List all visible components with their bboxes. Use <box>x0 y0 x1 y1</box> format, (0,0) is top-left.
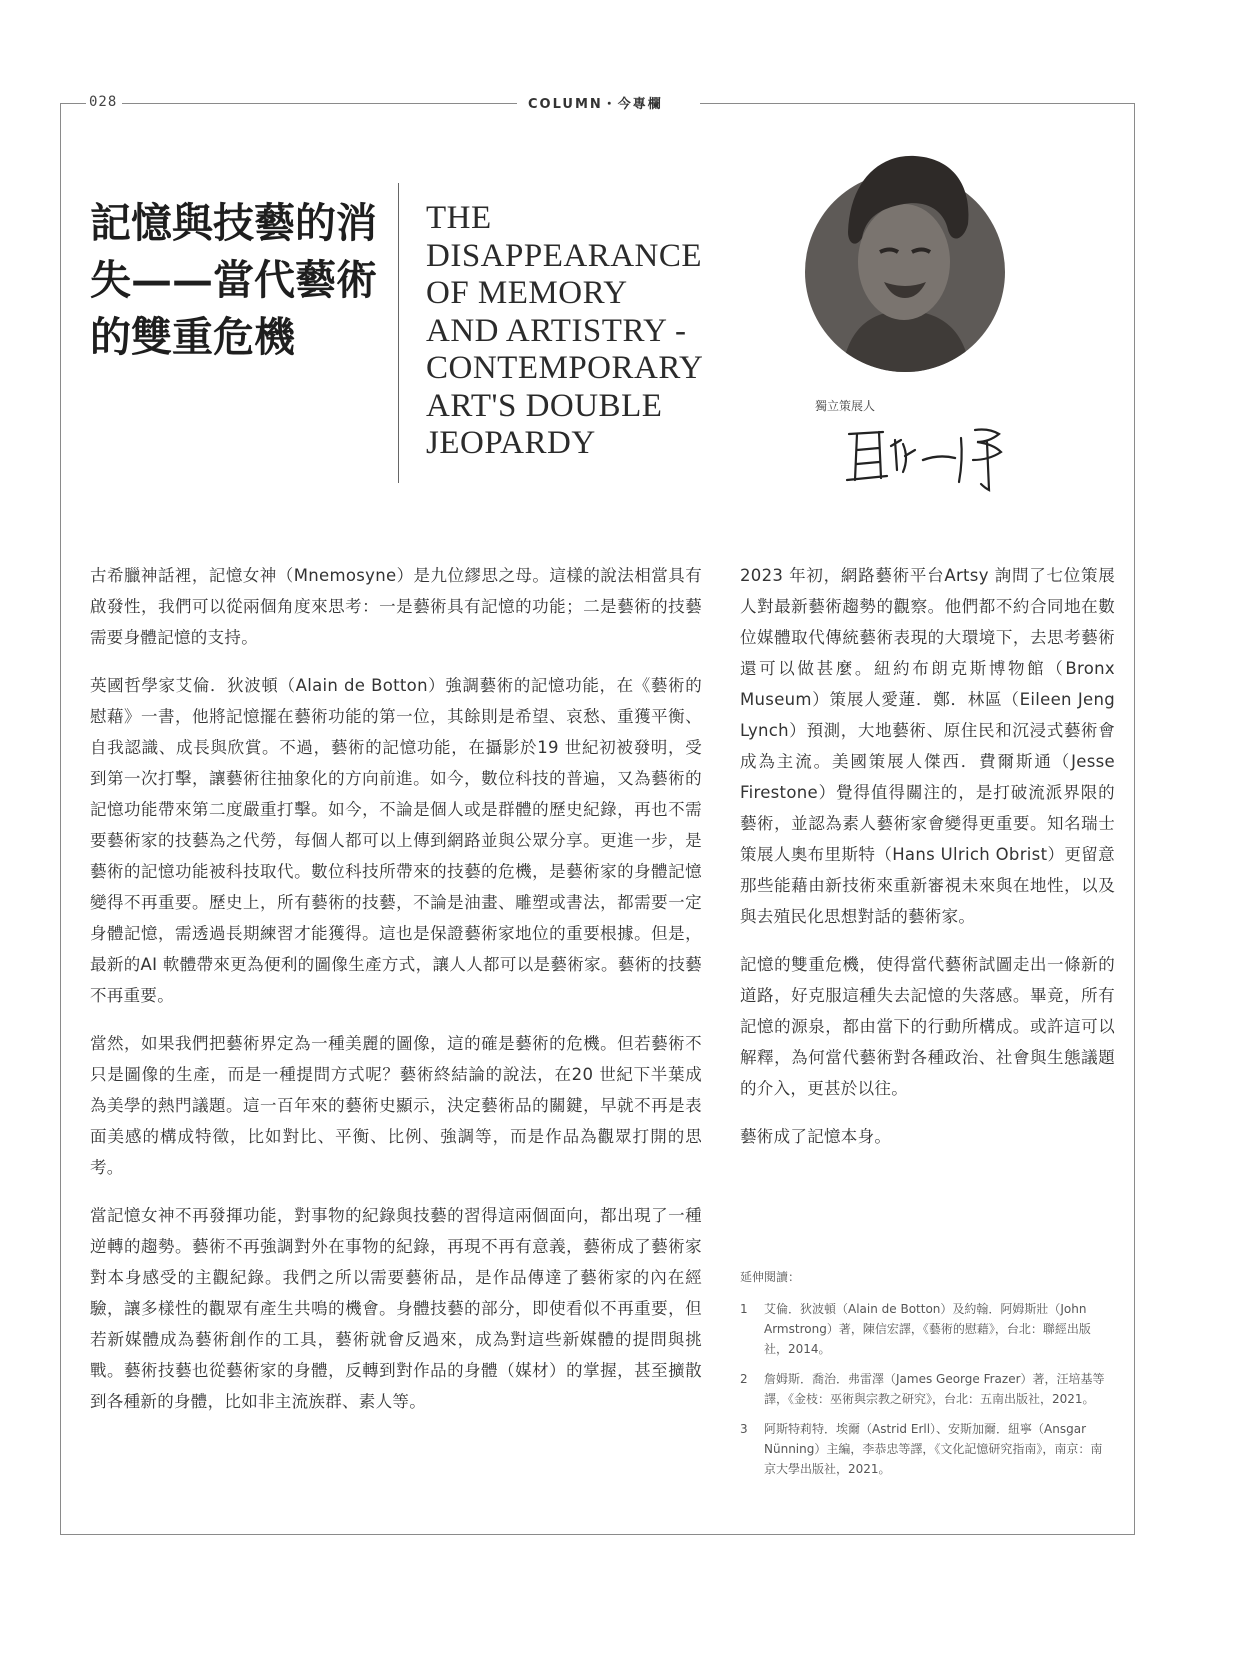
body-paragraph: 英國哲學家艾倫．狄波頓（Alain de Botton）強調藝術的記憶功能，在《藝術的慰藉》一書，他將記憶擺在藝術功能的第一位，其餘則是希望、哀愁、重獲平衡、自我認識、成長與欣賞。不過，藝術的記憶功能，在攝影於19 世紀初被發明，受到第一次打擊，讓藝術往抽象化的方向前進。如今，數位科技的普遍，又為藝術的記憶功能帶來第二度嚴重打擊。如今，不論是個人或是群體的歷史紀錄，再也不需要藝術家的技藝為之代勞，每個人都可以上傳到網路並與公眾分享。更進一步，是藝術的記憶功能被科技取代。數位科技所帶來的技藝的危機，是藝術家的身體記憶變得不再重要。歷史上，所有藝術的技藝，不論是油畫、雕塑或書法，都需要一定身體記憶，需透過長期練習才能獲得。這也是保證藝術家地位的重要根據。但是，最新的AI 軟體帶來更為便利的圖像生產方式，讓人人都可以是藝術家。藝術的技藝不再重要。 <box>90 676 702 1005</box>
article-body-right <box>740 560 1115 1169</box>
references-title: 延伸閱讀： <box>740 1270 801 1284</box>
reference-number: 3 <box>740 1422 748 1436</box>
title-en-line: ART'S DOUBLE <box>426 387 663 424</box>
body-paragraph: 2023 年初，網路藝術平台Artsy 詢問了七位策展人對最新藝術趨勢的觀察。他們都不約合同地在數位媒體取代傳統藝術表現的大環境下，去思考藝術還可以做甚麼。紐約布朗克斯博物館（Bronx Museum）策展人愛蓮．鄭．林區（Eileen Jeng Lynch）預測，大地藝術、原住民和沉浸式藝術會成為主流。美國策展人傑西．費爾斯通（Jesse Firestone）覺得值得關注的，是打破流派界限的藝術，並認為素人藝術家會變得更重要。知名瑞士策展人奧布里斯特（Hans Ulrich Obrist）更留意那些能藉由新技術來重新審視未來與在地性，以及與去殖民化思想對話的藝術家。 <box>740 566 1115 926</box>
body-paragraph: 藝術成了記憶本身。 <box>740 1127 892 1146</box>
title-en-line: JEOPARDY <box>426 425 596 461</box>
header-rule-stub <box>60 103 86 104</box>
reference-number: 2 <box>740 1372 748 1386</box>
reference-item <box>740 1299 1112 1359</box>
author-role: 獨立策展人 <box>815 399 876 413</box>
reference-item <box>740 1419 1112 1479</box>
title-english <box>426 200 726 463</box>
title-en-line: THE <box>426 200 492 236</box>
title-en-line: OF MEMORY <box>426 275 628 311</box>
title-en-line: CONTEMPORARY <box>426 350 704 386</box>
body-paragraph: 記憶的雙重危機，使得當代藝術試圖走出一條新的道路，好克服這種失去記憶的失落感。畢竟，所有記憶的源泉，都由當下的行動所構成。或許這可以解釋，為何當代藝術對各種政治、社會與生態議題的介入，更甚於以往。 <box>740 955 1115 1098</box>
page-number: 028 <box>89 94 118 110</box>
title-en-line: AND ARTISTRY - <box>426 312 687 349</box>
article-body-left <box>90 560 702 1434</box>
body-paragraph: 當記憶女神不再發揮功能，對事物的紀錄與技藝的習得這兩個面向，都出現了一種逆轉的趨勢。藝術不再強調對外在事物的紀錄，再現不再有意義，藝術成了藝術家對本身感受的主觀紀錄。我們之所以需要藝術品，是作品傳達了藝術家的內在經驗，讓多樣性的觀眾有產生共鳴的機會。身體技藝的部分，即使看似不再重要，但若新媒體成為藝術創作的工具，藝術就會反過來，成為對這些新媒體的提問與挑戰。藝術技藝也從藝術家的身體，反轉到對作品的身體（媒材）的掌握，甚至擴散到各種新的身體，比如非主流族群、素人等。 <box>90 1206 702 1411</box>
author-portrait <box>800 152 1010 384</box>
body-paragraph: 當然，如果我們把藝術界定為一種美麗的圖像，這的確是藝術的危機。但若藝術不只是圖像的生產，而是一種提問方式呢？藝術終結論的說法，在20 世紀下半葉成為美學的熱門議題。這一百年來的藝術史顯示，決定藝術品的關鍵，早就不再是表面美感的構成特徵，比如對比、平衡、比例、強調等，而是作品為觀眾打開的思考。 <box>90 1034 702 1177</box>
reference-text: 艾倫．狄波頓（Alain de Botton）及約翰．阿姆斯壯（John Armstrong）著，陳信宏譯，《藝術的慰藉》，台北：聯經出版社，2014。 <box>764 1302 1091 1356</box>
reference-item <box>740 1369 1112 1409</box>
title-en-line: DISAPPEARANCE <box>426 237 703 274</box>
reference-text: 阿斯特莉特．埃爾（Astrid Erll）、安斯加爾．紐寧（Ansgar Nünning）主編，李恭忠等譯，《文化記憶研究指南》，南京：南京大學出版社，2021。 <box>764 1422 1103 1476</box>
references <box>740 1267 1112 1489</box>
reference-text: 詹姆斯．喬治．弗雷澤（James George Frazer）著，汪培基等譯，《金枝：巫術與宗教之研究》，台北：五南出版社，2021。 <box>764 1372 1105 1406</box>
header-rule-left <box>122 103 517 104</box>
title-divider <box>398 183 399 483</box>
header-rule-right <box>700 103 1135 104</box>
section-label: COLUMN・今專欄 <box>528 97 663 112</box>
body-paragraph: 古希臘神話裡，記憶女神（Mnemosyne）是九位繆思之母。這樣的說法相當具有啟發性，我們可以從兩個角度來思考：一是藝術具有記憶的功能；二是藝術的技藝需要身體記憶的支持。 <box>90 566 702 647</box>
reference-number: 1 <box>740 1302 748 1316</box>
author-signature <box>843 420 1011 492</box>
title-chinese: 記憶與技藝的消失——當代藝術的雙重危機 <box>90 199 377 361</box>
